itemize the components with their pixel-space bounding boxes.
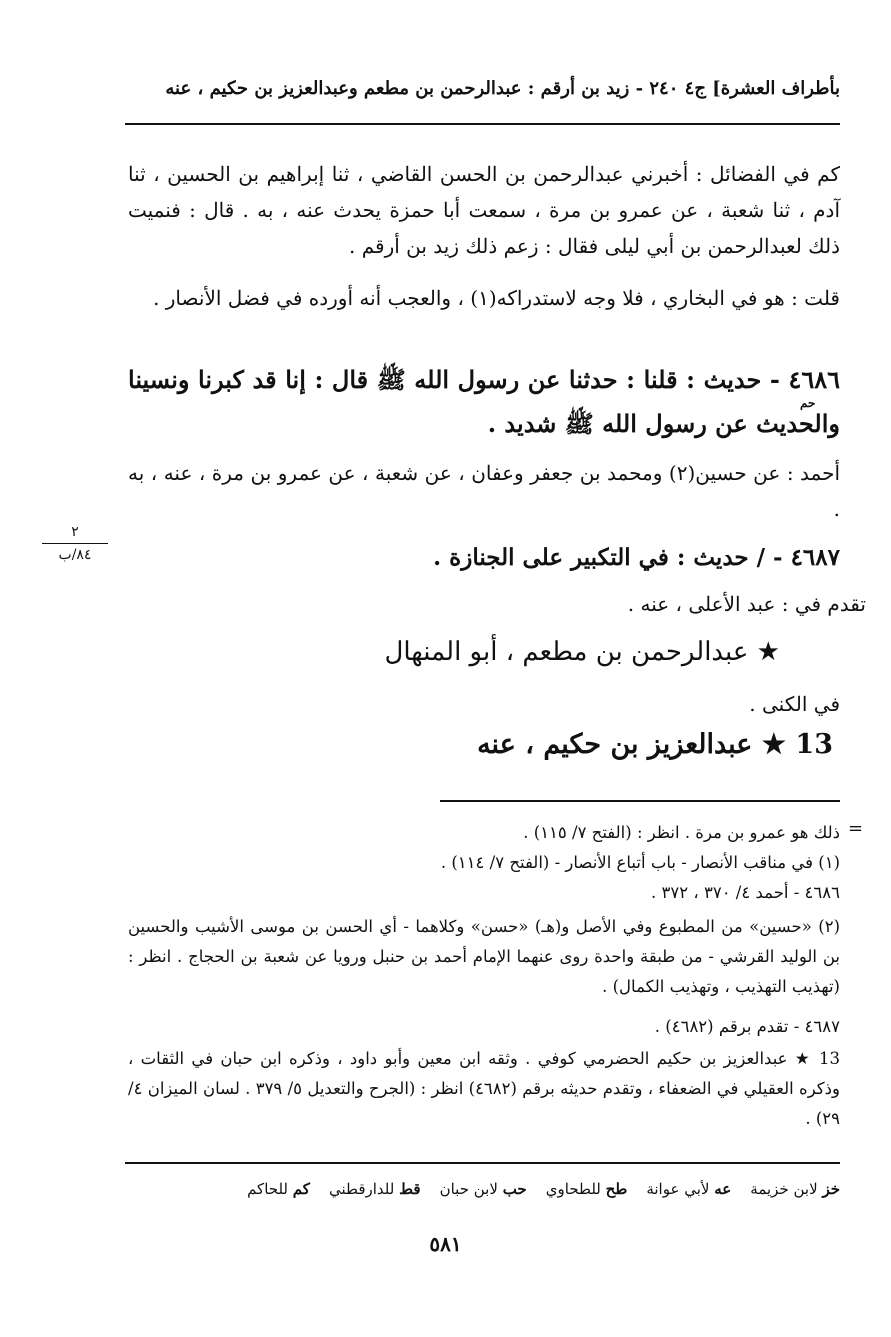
footnote-4686: ٤٦٨٦ - أحمد ٤/ ٣٧٠ ، ٣٧٢ . <box>651 883 840 902</box>
abbrev-item: عه لأبي عوانة <box>646 1180 732 1198</box>
entry-abdulaziz: 13 ★ عبدالعزيز بن حكيم ، عنه <box>477 729 833 760</box>
footnote-continued: ذلك هو عمرو بن مرة . انظر : (الفتح ٧/ ١١٥) . <box>523 823 840 842</box>
footnote-13: 13 ★ عبدالعزيز بن حكيم الحضرمي كوفي . وثقه ابن معين وأبو داود ، وذكره ابن حبان في الثقات ، وذكره العقيلي في الضعفاء ، وتقدم حديثه برقم (٤٦٨٢) انظر : (الجرح والتعديل ٥/ ٣٧٩ . لسان الميزان ٤/ ٢٩) . <box>128 1049 840 1128</box>
footnote-2: (٢) «حسين» من المطبوع وفي الأصل و(هـ) «حسن» وكلاهما - أي الحسن بن موسى الأشيب والحسين بن الوليد القرشي - من طبقة واحدة روى عنهما الإمام أحمد بن حنبل ورويا عن شعبة بن الحجاج . انظر : (تهذيب التهذيب ، وتهذيب الكمال) . <box>128 917 840 996</box>
footnote-4687: ٤٦٨٧ - تقدم برقم (٤٦٨٢) . <box>654 1017 840 1036</box>
continuation-mark: = <box>848 818 864 839</box>
page-number: ٥٨١ <box>429 1232 462 1256</box>
margin-folio-note <box>42 523 108 564</box>
margin-note-bottom: ٨٤/ب <box>58 547 92 563</box>
abbrev-item: حب لابن حبان <box>439 1180 527 1198</box>
running-header: بأطراف العشرة] ج٤ ٢٤٠ - زيد بن أرقم : عبدالرحمن بن مطعم وعبدالعزيز بن حكيم ، عنه <box>165 78 840 99</box>
entry-abdulrahman: ★ عبدالرحمن بن مطعم ، أبو المنهال <box>384 637 780 667</box>
footnote-1: (١) في مناقب الأنصار - باب أتباع الأنصار - (الفتح ٧/ ١١٤) . <box>440 853 840 872</box>
paragraph-ahmad: أحمد : عن حسين(٢) ومحمد بن جعفر وعفان ، عن شعبة ، عن عمرو بن مرة ، عنه ، به . <box>128 461 841 521</box>
footnote-rule <box>440 800 840 802</box>
abbrev-item: طح للطحاوي <box>545 1180 628 1198</box>
taqaddam-text: تقدم في : عبد الأعلى ، عنه . <box>627 592 866 616</box>
hadith-4686: ٤٦٨٦ - حديث : قلنا : حدثنا عن رسول الله ﷺ قال : إنا قد كبرنا ونسينا والحديث عن رسول الله ﷺ شديد . <box>128 365 840 438</box>
abbrev-item: كم للحاكم <box>247 1180 310 1198</box>
margin-note-top: ٢ <box>71 524 79 540</box>
abbrev-item: خز لابن خزيمة <box>750 1180 840 1198</box>
interlinear-note: حم <box>800 396 816 410</box>
abbreviations-key <box>128 1180 840 1198</box>
hadith-4687: ٤٦٨٧ - / حديث : في التكبير على الجنازة . <box>433 544 840 571</box>
header-rule <box>125 123 840 125</box>
abbrev-rule <box>125 1162 840 1164</box>
paragraph-qultu: قلت : هو في البخاري ، فلا وجه لاستدراكه(١) ، والعجب أنه أورده في فضل الأنصار . <box>153 286 840 310</box>
abbrev-item: قط للدارقطني <box>328 1180 421 1198</box>
margin-note-line <box>42 543 108 544</box>
paragraph-kuna: في الكنى . <box>749 692 840 716</box>
paragraph-fadail: كم في الفضائل : أخبرني عبدالرحمن بن الحسن القاضي ، ثنا إبراهيم بن الحسين ، ثنا آدم ، ثنا شعبة ، عن عمرو بن مرة ، سمعت أبا حمزة يحدث عنه ، به . قال : فنميت ذلك لعبدالرحمن بن أبي ليلى فقال : زعم ذلك زيد بن أرقم . <box>128 162 840 258</box>
